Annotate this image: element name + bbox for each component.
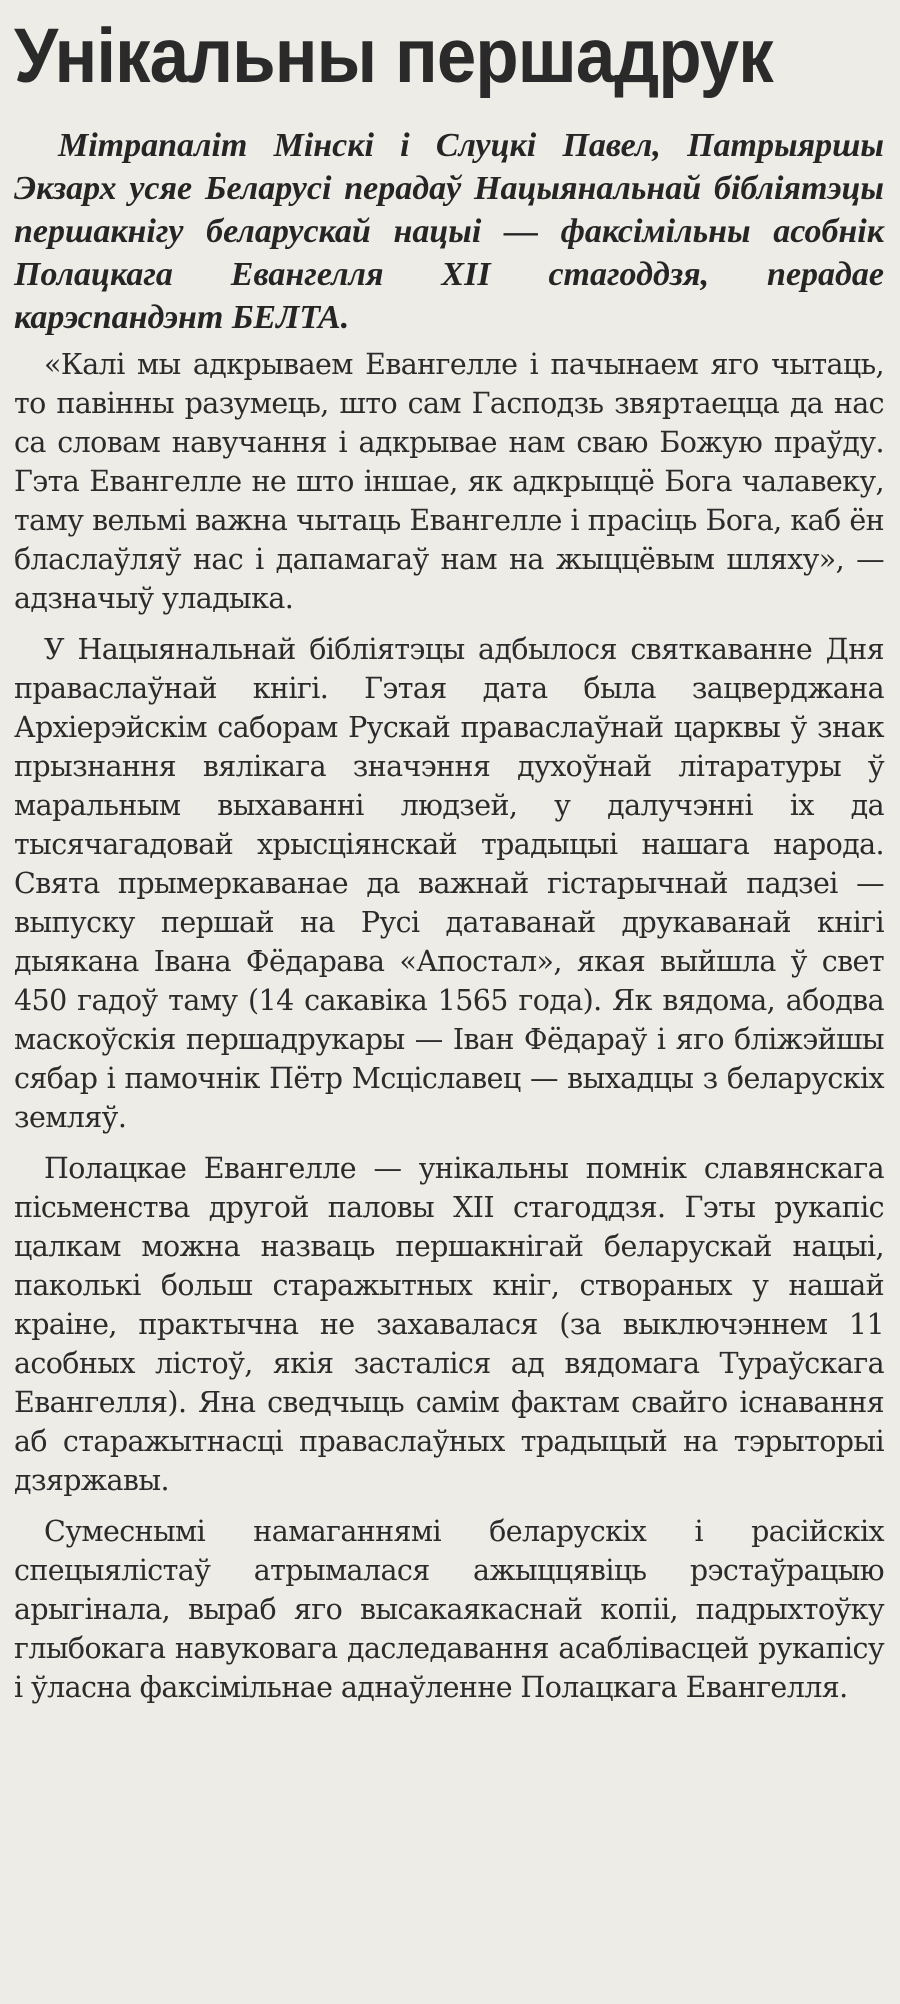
article-body (14, 345, 884, 1707)
article-headline: Унікальны першадрук (14, 13, 773, 99)
article-paragraph-quote: «Калі мы адкрываем Евангелле і пачынаем яго чытаць, то павінны разумець, што сам Гасподзь звяртаецца да нас са словам навучання і адкрывае нам сваю Божую праўду. Гэта Евангелле не што іншае, як адкрыццё Бога чалавеку, таму вельмі важна чытаць Евангелле і прасіць Бога, каб ён бласлаўляў нас і дапамагаў нам на жыццёвым шляху», — адзначыў уладыка. (14, 348, 884, 615)
article-paragraph-gospel: Полацкае Евангелле — унікальны помнік славянскага пісьменства другой паловы XII стагоддзя. Гэты рукапіс цалкам можна назваць першакнігай беларускай нацыі, паколькі больш старажытных кніг, створаных у нашай краіне, практычна не захавалася (за выключэннем 11 асобных лістоў, якія засталіся ад вядомага Тураўскага Евангелля). Яна сведчыць самім фактам свайго існавання аб старажытнасці праваслаўных традыцый на тэрыторыі дзяржавы. (14, 1152, 884, 1497)
article-lead: Мітрапаліт Мінскі і Слуцкі Павел, Патрыяршы Экзарх усяе Беларусі перадаў Нацыянальнай бібліятэцы першакнігу беларускай нацыі — факсімільны асобнік Полацкага Евангелля XII стагоддзя, перадае карэспандэнт БЕЛТА. (14, 127, 884, 336)
article-paragraph-celebration: У Нацыянальнай бібліятэцы адбылося святкаванне Дня праваслаўнай кнігі. Гэтая дата была зацверджана Архіерэйскім саборам Рускай праваслаўнай царквы ў знак прызнання вялікага значэння духоўнай літаратуры ў маральным выхаванні людзей, у далучэнні іх да тысячагадовай хрысціянскай традыцыі нашага народа. Свята прымеркаванае да важнай гістарычнай падзеі — выпуску першай на Русі датаванай друкаванай кнігі дыякана Івана Фёдарава «Апостал», якая выйшла ў свет 450 гадоў таму (14 сакавіка 1565 года). Як вядома, абодва маскоўскія першадрукары — Іван Фёдараў і яго бліжэйшы сябар і памочнік Пётр Мсціславец — выхадцы з беларускіх земляў. (14, 633, 884, 1134)
article-paragraph-restoration: Сумеснымі намаганнямі беларускіх і расійскіх спецыялістаў атрымалася ажыццявіць рэстаўрацыю арыгінала, выраб яго высакаякаснай копіі, падрыхтоўку глыбокага навуковага даследавання асаблівасцей рукапісу і ўласна факсімільнае аднаўленне Полацкага Евангелля. (14, 1515, 884, 1704)
